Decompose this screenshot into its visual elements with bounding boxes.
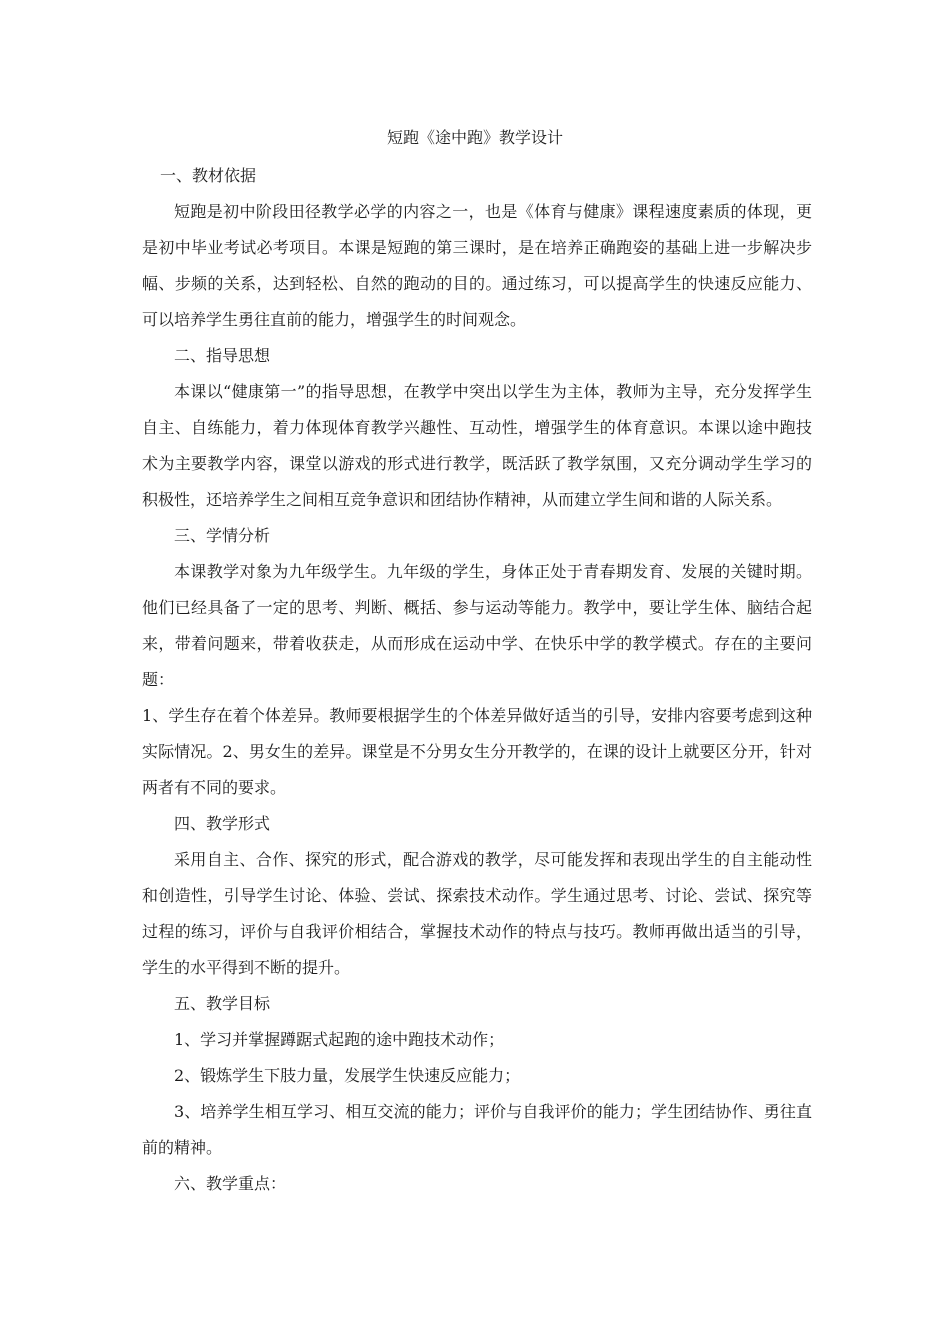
document-body xyxy=(142,158,812,1202)
paragraph-student-analysis: 本课教学对象为九年级学生。九年级的学生，身体正处于青春期发育、发展的关键时期。他们已经具备了一定的思考、判断、概括、参与运动等能力。教学中，要让学生体、脑结合起来，带着问题来，带着收获走，从而形成在运动中学、在快乐中学的教学模式。存在的主要问题： xyxy=(142,562,812,689)
section-heading-teaching-goals: 五、教学目标 xyxy=(174,994,271,1013)
section-heading-guiding-ideas: 二、指导思想 xyxy=(174,346,271,365)
paragraph-guiding-ideas: 本课以“健康第一”的指导思想，在教学中突出以学生为主体，教师为主导，充分发挥学生自主、自练能力，着力体现体育教学兴趣性、互动性，增强学生的体育意识。本课以途中跑技术为主要教学内容，课堂以游戏的形式进行教学，既活跃了教学氛围，又充分调动学生学习的积极性，还培养学生之间相互竞争意识和团结协作精神，从而建立学生间和谐的人际关系。 xyxy=(142,382,812,509)
section-heading-materials: 一、教材依据 xyxy=(160,166,257,185)
paragraph-teaching-form: 采用自主、合作、探究的形式，配合游戏的教学，尽可能发挥和表现出学生的自主能动性和创造性，引导学生讨论、体验、尝试、探索技术动作。学生通过思考、讨论、尝试、探究等过程的练习，评价与自我评价相结合，掌握技术动作的特点与技巧。教师再做出适当的引导，学生的水平得到不断的提升。 xyxy=(142,850,812,977)
goal-item-3: 3、培养学生相互学习、相互交流的能力；评价与自我评价的能力；学生团结协作、勇往直前的精神。 xyxy=(142,1102,812,1157)
section-heading-teaching-form: 四、教学形式 xyxy=(174,814,271,833)
section-heading-student-analysis: 三、学情分析 xyxy=(174,526,271,545)
goal-item-1: 1、学习并掌握蹲踞式起跑的途中跑技术动作； xyxy=(174,1030,505,1049)
document-title: 短跑《途中跑》教学设计 xyxy=(386,128,563,147)
goal-item-2: 2、锻炼学生下肢力量，发展学生快速反应能力； xyxy=(174,1066,521,1085)
section-heading-teaching-focus: 六、教学重点： xyxy=(174,1174,287,1193)
paragraph-main-problems: 1、学生存在着个体差异。教师要根据学生的个体差异做好适当的引导，安排内容要考虑到这种实际情况。2、男女生的差异。课堂是不分男女生分开教学的，在课的设计上就要区分开，针对两者有不同的要求。 xyxy=(142,706,812,797)
paragraph-materials: 短跑是初中阶段田径教学必学的内容之一，也是《体育与健康》课程速度素质的体现，更是初中毕业考试必考项目。本课是短跑的第三课时，是在培养正确跑姿的基础上进一步解决步幅、步频的关系，达到轻松、自然的跑动的目的。通过练习，可以提高学生的快速反应能力、可以培养学生勇往直前的能力，增强学生的时间观念。 xyxy=(142,202,812,329)
